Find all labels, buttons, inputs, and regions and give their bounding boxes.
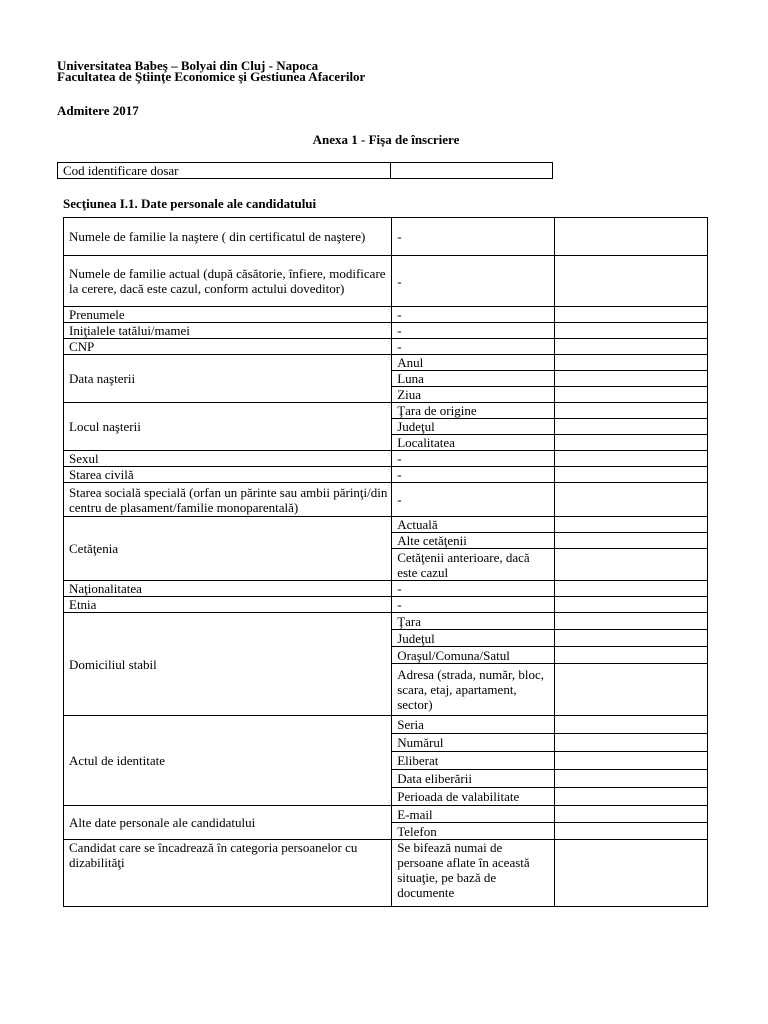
- id-issue-date-label: Data eliberării: [392, 770, 555, 788]
- table-row: [64, 323, 708, 339]
- birth-day-field[interactable]: [555, 387, 708, 403]
- residence-county-field[interactable]: [555, 630, 708, 647]
- nationality-label: Naţionalitatea: [64, 581, 392, 597]
- table-row: [64, 806, 708, 823]
- residence-city-label: Oraşul/Comuna/Satul: [392, 647, 555, 664]
- dash-cell: -: [392, 581, 555, 597]
- birth-year-field[interactable]: [555, 355, 708, 371]
- ethnicity-label: Etnia: [64, 597, 392, 613]
- id-issued-by-label: Eliberat: [392, 752, 555, 770]
- personal-data-table: [63, 217, 708, 907]
- previous-citizenships-field[interactable]: [555, 549, 708, 581]
- email-label: E-mail: [392, 806, 555, 823]
- ethnicity-field[interactable]: [555, 597, 708, 613]
- birth-locality-label: Localitatea: [392, 435, 555, 451]
- dash-cell: -: [392, 339, 555, 355]
- dash-cell: -: [392, 323, 555, 339]
- birth-county-field[interactable]: [555, 419, 708, 435]
- birth-year-label: Anul: [392, 355, 555, 371]
- birth-locality-field[interactable]: [555, 435, 708, 451]
- id-validity-field[interactable]: [555, 788, 708, 806]
- id-number-label: Numărul: [392, 734, 555, 752]
- code-row: [58, 163, 553, 179]
- residence-address-label: Adresa (strada, număr, bloc, scara, etaj, apartament, sector): [392, 664, 555, 716]
- residence-label: Domiciliul stabil: [64, 613, 392, 716]
- id-issued-by-field[interactable]: [555, 752, 708, 770]
- current-name-label: Numele de familie actual (după căsătorie, înfiere, modificare la cerere, dacă este cazul, conform actului doveditor): [64, 256, 392, 307]
- parent-initials-label: Iniţialele tatălui/mamei: [64, 323, 392, 339]
- dash-cell: -: [392, 451, 555, 467]
- table-row: [64, 218, 708, 256]
- table-row: [64, 339, 708, 355]
- civil-status-label: Starea civilă: [64, 467, 392, 483]
- table-row: [64, 355, 708, 371]
- table-row: [64, 307, 708, 323]
- origin-country-label: Ţara de origine: [392, 403, 555, 419]
- sex-field[interactable]: [555, 451, 708, 467]
- id-document-label: Actul de identitate: [64, 716, 392, 806]
- faculty-name: Facultatea de Ştiinţe Economice şi Gestiunea Afacerilor: [57, 69, 366, 84]
- id-validity-label: Perioada de valabilitate: [392, 788, 555, 806]
- phone-label: Telefon: [392, 823, 555, 840]
- current-name-field[interactable]: [555, 256, 708, 307]
- table-row: [64, 483, 708, 517]
- table-row: [64, 840, 708, 907]
- birth-name-field[interactable]: [555, 218, 708, 256]
- previous-citizenships-label: Cetăţenii anterioare, dacă este cazul: [392, 549, 555, 581]
- disability-label: Candidat care se încadrează în categoria persoanelor cu dizabilităţi: [64, 840, 392, 907]
- admission-year: Admitere 2017: [57, 103, 139, 118]
- first-name-label: Prenumele: [64, 307, 392, 323]
- social-status-label: Starea socială specială (orfan un părinte sau ambii părinţi/din centru de plasament/familie monoparentală): [64, 483, 392, 517]
- dash-cell: -: [392, 256, 555, 307]
- table-row: [64, 451, 708, 467]
- dash-cell: -: [392, 307, 555, 323]
- residence-country-label: Ţara: [392, 613, 555, 630]
- first-name-field[interactable]: [555, 307, 708, 323]
- email-field[interactable]: [555, 806, 708, 823]
- table-row: [64, 716, 708, 734]
- birth-month-label: Luna: [392, 371, 555, 387]
- cnp-label: CNP: [64, 339, 392, 355]
- dash-cell: -: [392, 218, 555, 256]
- table-row: [64, 517, 708, 533]
- residence-address-field[interactable]: [555, 664, 708, 716]
- other-data-label: Alte date personale ale candidatului: [64, 806, 392, 840]
- code-table: [57, 162, 553, 179]
- annex-title: Anexa 1 - Fişa de înscriere: [312, 132, 460, 147]
- civil-status-field[interactable]: [555, 467, 708, 483]
- parent-initials-field[interactable]: [555, 323, 708, 339]
- current-citizenship-field[interactable]: [555, 517, 708, 533]
- residence-county-label: Judeţul: [392, 630, 555, 647]
- disability-checkbox-field[interactable]: [555, 840, 708, 907]
- nationality-field[interactable]: [555, 581, 708, 597]
- birth-month-field[interactable]: [555, 371, 708, 387]
- citizenship-label: Cetăţenia: [64, 517, 392, 581]
- disability-note: Se bifează numai de persoane aflate în această situaţie, pe bază de documente: [392, 840, 555, 907]
- dash-cell: -: [392, 597, 555, 613]
- code-label: Cod identificare dosar: [58, 163, 391, 179]
- other-citizenships-field[interactable]: [555, 533, 708, 549]
- sex-label: Sexul: [64, 451, 392, 467]
- table-row: [64, 581, 708, 597]
- id-series-label: Seria: [392, 716, 555, 734]
- birth-name-label: Numele de familie la naştere ( din certificatul de naştere): [64, 218, 392, 256]
- birth-day-label: Ziua: [392, 387, 555, 403]
- other-citizenships-label: Alte cetăţenii: [392, 533, 555, 549]
- cnp-field[interactable]: [555, 339, 708, 355]
- residence-city-field[interactable]: [555, 647, 708, 664]
- table-row: [64, 467, 708, 483]
- phone-field[interactable]: [555, 823, 708, 840]
- id-number-field[interactable]: [555, 734, 708, 752]
- id-series-field[interactable]: [555, 716, 708, 734]
- dash-cell: -: [392, 467, 555, 483]
- birth-date-label: Data naşterii: [64, 355, 392, 403]
- id-issue-date-field[interactable]: [555, 770, 708, 788]
- residence-country-field[interactable]: [555, 613, 708, 630]
- section-title: Secţiunea I.1. Date personale ale candidatului: [63, 196, 317, 211]
- table-row: [64, 597, 708, 613]
- table-row: [64, 403, 708, 419]
- birth-place-label: Locul naşterii: [64, 403, 392, 451]
- university-name: Universitatea Babeş – Bolyai din Cluj - Napoca: [57, 58, 319, 73]
- current-citizenship-label: Actuală: [392, 517, 555, 533]
- social-status-field[interactable]: [555, 483, 708, 517]
- table-row: [64, 256, 708, 307]
- code-value-field[interactable]: [391, 163, 553, 179]
- table-row: [64, 613, 708, 630]
- dash-cell: -: [392, 483, 555, 517]
- birth-county-label: Judeţul: [392, 419, 555, 435]
- origin-country-field[interactable]: [555, 403, 708, 419]
